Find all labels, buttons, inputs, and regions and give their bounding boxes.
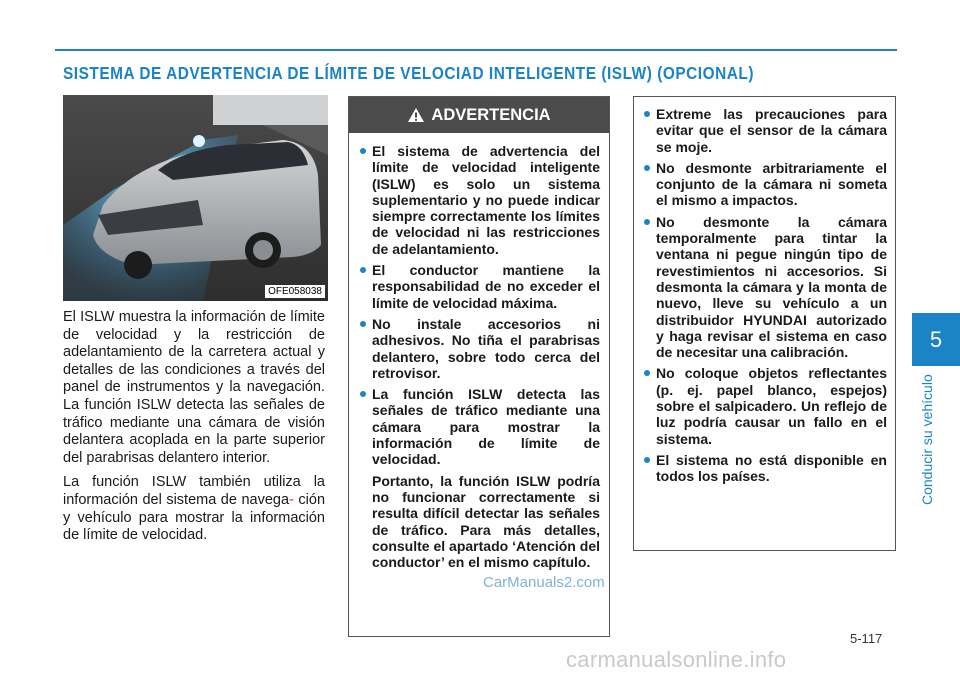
car-illustration xyxy=(63,95,328,301)
precaution-item: No desmonte la cámara temporalmente para tintar la ventana ni pegue ningún tipo de revestimientos ni accesorios. Si desmonta la cámara y la monta de nuevo, lleve su vehículo a un distribuidor HYUNDAI autorizado y haga revisar el sistema en caso de necesitar una calibración. xyxy=(643,214,887,361)
chapter-tab: 5 xyxy=(912,313,960,366)
top-rule xyxy=(55,49,897,51)
chapter-label: Conducir su vehículo xyxy=(919,374,935,505)
page-number: 5-117 xyxy=(850,631,883,646)
car-camera-illustration xyxy=(63,95,328,301)
warning-heading: ADVERTENCIA xyxy=(431,105,551,124)
warning-box xyxy=(348,96,610,637)
warning-triangle-icon xyxy=(407,107,425,123)
warning-continuation: Portanto, la función ISLW podría no funcionar correctamente si resulta difícil detectar las señales de tráfico. Para más detalles, consulte el apartado ‘Atención del conductor’ en el mismo capítulo. xyxy=(372,472,600,571)
precautions-box xyxy=(633,96,896,551)
figure-code: OFE058038 xyxy=(265,285,325,298)
warning-list xyxy=(349,133,609,570)
watermark-site: carmanualsonline.info xyxy=(566,647,787,672)
precaution-item: Extreme las precauciones para evitar que el sensor de la cámara se moje. xyxy=(643,106,887,155)
precaution-item: No coloque objetos reflectantes (p. ej. papel blanco, espejos) sobre el salpicadero. Un reflejo de luz podría causar un fallo en el sistema. xyxy=(643,365,887,446)
intro-paragraph-1: El ISLW muestra la información de límite de velocidad y la restricción de adelantamiento de la carretera actual y detalles de las condiciones a través del panel de instrumentos y la navegación. La función ISLW detecta las señales de tráfico mediante una cámara de visión delantera acoplada en la parte superior del parabrisas delantero interior. xyxy=(63,309,325,466)
warning-item: La función ISLW detecta las señales de tráfico mediante una cámara para mostrar la información de límite de velocidad. xyxy=(359,386,600,467)
precautions-list xyxy=(634,97,895,485)
intro-text xyxy=(63,309,325,552)
warning-item: El conductor mantiene la responsabilidad de no exceder el límite de velocidad máxima. xyxy=(359,262,600,311)
hyphen-mark: - xyxy=(289,491,294,508)
precaution-item: No desmonte arbitrariamente el conjunto de la cámara ni someta el mismo a impactos. xyxy=(643,160,887,209)
precaution-item: El sistema no está disponible en todos los países. xyxy=(643,452,887,485)
warning-header xyxy=(349,97,609,133)
warning-item: No instale accesorios ni adhesivos. No tiña el parabrisas delantero, sobre todo cerca del retrovisor. xyxy=(359,316,600,381)
intro-paragraph-2: La función ISLW también utiliza la información del sistema de navega- ción y vehículo para mostrar la información de límite de velocidad. xyxy=(63,474,326,544)
warning-item: El sistema de advertencia del límite de velocidad inteligente (ISLW) es solo un sistema suplementario y no puede indicar siempre correctamente los límites de velocidad ni las restricciones de adelantamiento. xyxy=(359,143,600,257)
section-title: SISTEMA DE ADVERTENCIA DE LÍMITE DE VELOCIAD INTELIGENTE (ISLW) (OPCIONAL) xyxy=(63,63,755,83)
watermark-carmanuals: CarManuals2.com xyxy=(483,574,605,591)
